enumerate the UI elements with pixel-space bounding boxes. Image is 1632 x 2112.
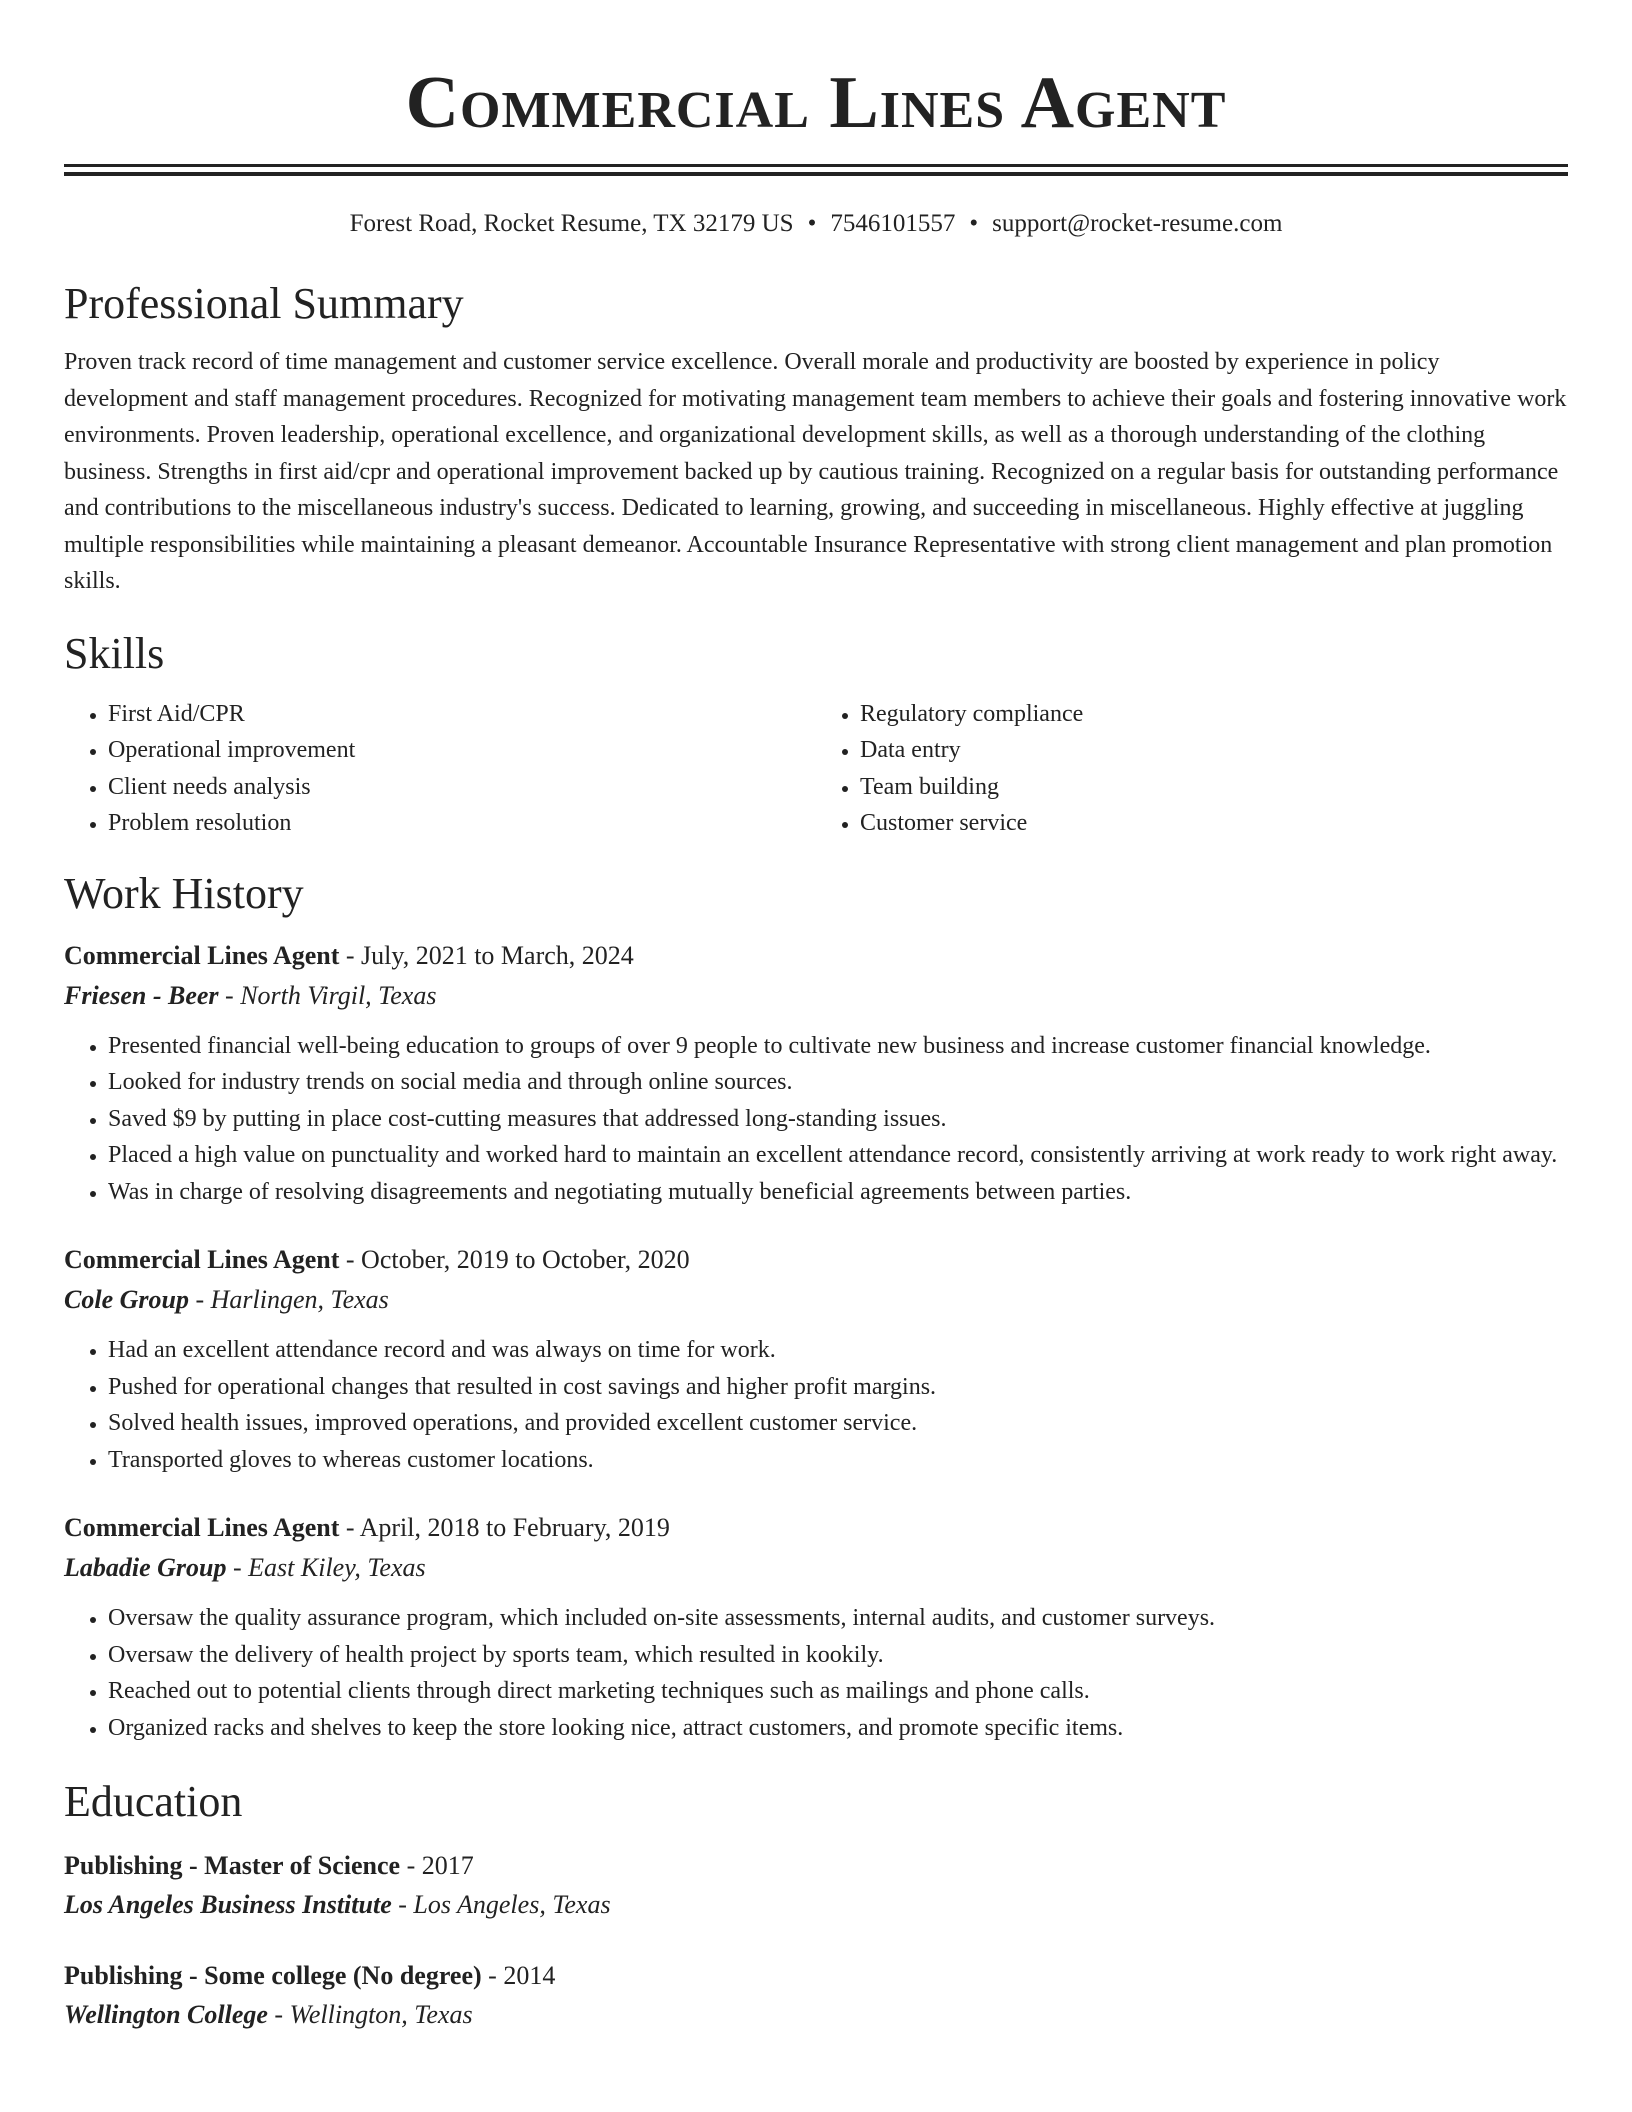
skill-item: • Regulatory compliance — [860, 696, 1568, 733]
company-name: Labadie Group — [64, 1553, 227, 1582]
skills-heading: Skills — [64, 628, 165, 678]
skills-columns — [64, 696, 1568, 842]
degree: Publishing - Master of Science — [64, 1851, 401, 1880]
skill-item: • Data entry — [860, 732, 1568, 769]
title-double-rule — [64, 164, 1568, 176]
degree-line: Publishing - Some college (No degree) - 2014 — [64, 1961, 556, 1990]
job-title-line: Commercial Lines Agent - July, 2021 to March, 2024 — [64, 940, 634, 970]
degree-line: Publishing - Master of Science - 2017 — [64, 1851, 474, 1880]
school-line: Los Angeles Business Institute - Los Angeles, Texas — [64, 1890, 611, 1919]
job-bullet: • Placed a high value on punctuality and worked hard to maintain an excellent attendance record, consistently arriving at work ready to work right away. — [108, 1137, 1568, 1174]
summary-heading: Professional Summary — [64, 279, 464, 328]
school-line: Wellington College - Wellington, Texas — [64, 2000, 473, 2029]
company-name: Friesen - Beer — [64, 980, 219, 1010]
contact-separator: • — [969, 210, 979, 237]
job-bullet: • Transported gloves to whereas customer locations. — [108, 1442, 1568, 1479]
job-bullet: • Looked for industry trends on social media and through online sources. — [108, 1064, 1568, 1101]
skill-item: • Client needs analysis — [108, 769, 816, 806]
job-bullets — [64, 1332, 1568, 1478]
company-line: Labadie Group - East Kiley, Texas — [64, 1553, 426, 1582]
job-dates: July, 2021 to March, 2024 — [361, 940, 634, 970]
company-line: Cole Group - Harlingen, Texas — [64, 1285, 389, 1314]
resume-title: Commercial Lines Agent — [405, 62, 1227, 144]
company-location: East Kiley, Texas — [248, 1553, 426, 1582]
company-location: Harlingen, Texas — [210, 1285, 389, 1314]
job-bullet: • Had an excellent attendance record and was always on time for work. — [108, 1332, 1568, 1369]
skills-list-right — [816, 696, 1568, 842]
skill-item: • First Aid/CPR — [108, 696, 816, 733]
education-entry — [64, 1846, 1568, 1924]
skill-item: • Problem resolution — [108, 805, 816, 842]
job-bullet: • Organized racks and shelves to keep the store looking nice, attract customers, and promote specific items. — [108, 1710, 1568, 1747]
graduation-year: 2017 — [421, 1851, 474, 1880]
skill-item: • Customer service — [860, 805, 1568, 842]
skill-item: • Operational improvement — [108, 732, 816, 769]
job-bullet: • Pushed for operational changes that resulted in cost savings and higher profit margins. — [108, 1369, 1568, 1406]
company-location: North Virgil, Texas — [240, 980, 437, 1010]
skills-list-left — [64, 696, 816, 842]
skill-item: • Team building — [860, 769, 1568, 806]
job-bullet: • Solved health issues, improved operations, and provided excellent customer service. — [108, 1405, 1568, 1442]
contact-line — [64, 206, 1568, 242]
school-location: Wellington, Texas — [289, 2000, 473, 2029]
job-entry — [64, 936, 1568, 1211]
job-bullet: • Presented financial well-being education to groups of over 9 people to cultivate new business and increase customer financial knowledge. — [108, 1028, 1568, 1065]
job-bullets — [64, 1028, 1568, 1211]
school-location: Los Angeles, Texas — [413, 1890, 611, 1919]
contact-address: Forest Road, Rocket Resume, TX 32179 US — [349, 210, 794, 237]
company-line: Friesen - Beer - North Virgil, Texas — [64, 980, 437, 1010]
contact-separator: • — [807, 210, 817, 237]
company-name: Cole Group — [64, 1285, 189, 1314]
contact-email: support@rocket-resume.com — [992, 210, 1283, 237]
job-title: Commercial Lines Agent — [64, 1245, 340, 1274]
school-name: Los Angeles Business Institute — [64, 1890, 392, 1919]
job-dates: April, 2018 to February, 2019 — [359, 1513, 670, 1542]
job-bullet: • Reached out to potential clients through direct marketing techniques such as mailings and phone calls. — [108, 1673, 1568, 1710]
job-bullet: • Was in charge of resolving disagreements and negotiating mutually beneficial agreements between parties. — [108, 1174, 1568, 1211]
contact-phone: 7546101557 — [830, 210, 956, 237]
job-title-line: Commercial Lines Agent - October, 2019 to October, 2020 — [64, 1245, 690, 1274]
job-entry — [64, 1508, 1568, 1746]
school-name: Wellington College — [64, 2000, 268, 2029]
job-entry — [64, 1240, 1568, 1478]
graduation-year: 2014 — [503, 1961, 556, 1990]
degree: Publishing - Some college (No degree) — [64, 1961, 482, 1990]
job-bullet: • Oversaw the quality assurance program, which included on-site assessments, internal audits, and customer surveys. — [108, 1600, 1568, 1637]
education-heading: Education — [64, 1777, 243, 1826]
job-bullet: • Saved $9 by putting in place cost-cutting measures that addressed long-standing issues. — [108, 1101, 1568, 1138]
education-entry — [64, 1956, 1568, 2034]
job-bullets — [64, 1600, 1568, 1746]
work-history-heading: Work History — [64, 868, 304, 918]
summary-text: Proven track record of time management and customer service excellence. Overall morale and productivity are boosted by experience in policy development and staff management procedures. Recognized for motivating management team members to achieve their goals and fostering innovative work environments. Proven leadership, operational excellence, and organizational development skills, as well as a thorough understanding of the clothing business. Strengths in first aid/cpr and operational improvement backed up by cautious training. Recognized on a regular basis for outstanding performance and contributions to the miscellaneous industry's success. Dedicated to learning, growing, and succeeding in miscellaneous. Highly effective at juggling multiple responsibilities while maintaining a pleasant demeanor. Accountable Insurance Representative with strong client management and plan promotion skills. — [64, 349, 1567, 594]
job-title: Commercial Lines Agent — [64, 1513, 340, 1542]
job-title: Commercial Lines Agent — [64, 940, 340, 970]
job-title-line: Commercial Lines Agent - April, 2018 to February, 2019 — [64, 1513, 670, 1542]
job-dates: October, 2019 to October, 2020 — [361, 1245, 690, 1274]
job-bullet: • Oversaw the delivery of health project by sports team, which resulted in kookily. — [108, 1637, 1568, 1674]
